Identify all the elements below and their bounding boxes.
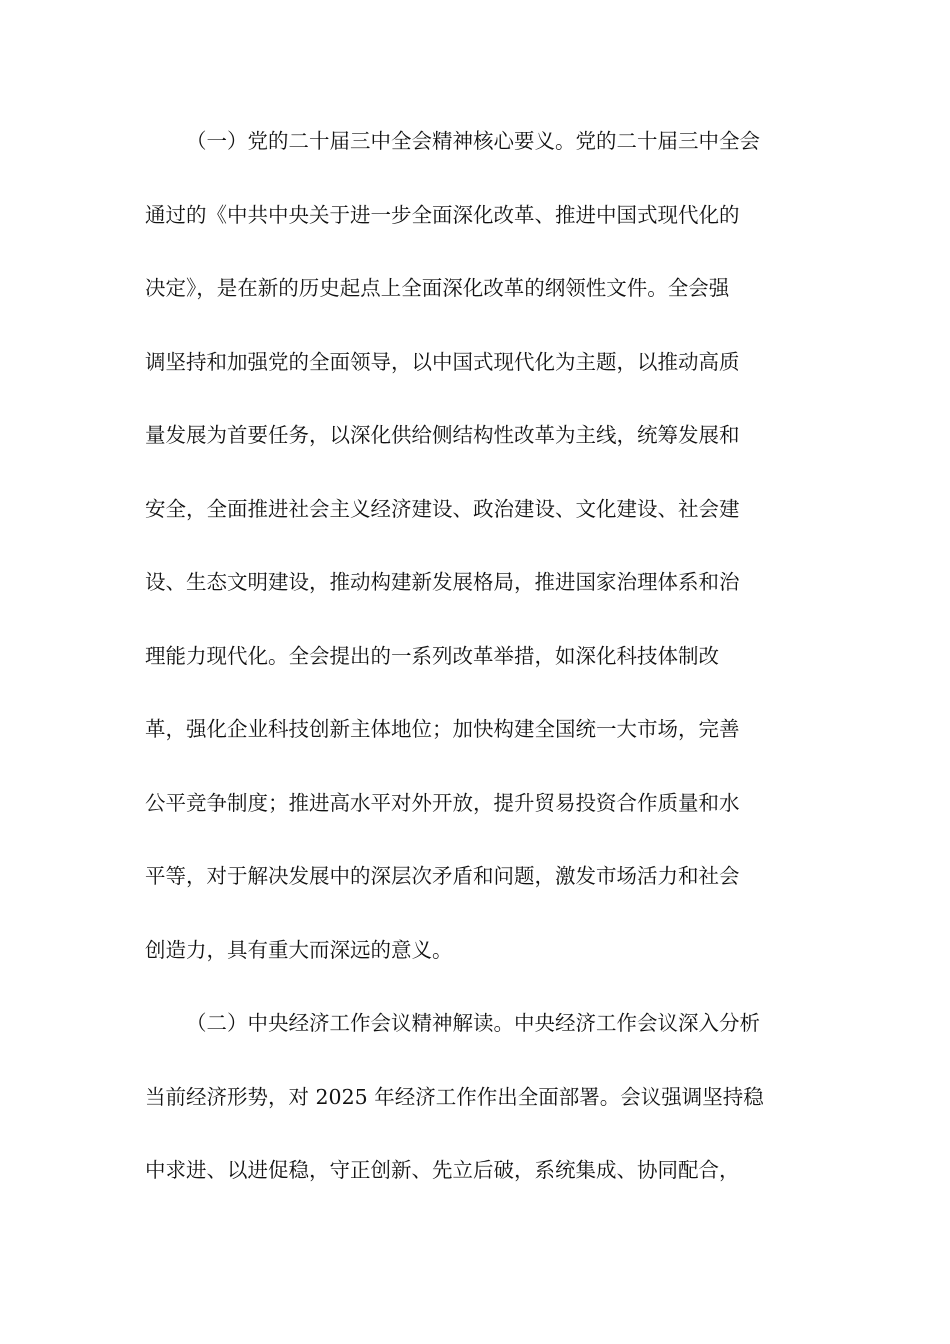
paragraph-1-line-12: 创造力，具有重大而深远的意义。	[145, 937, 453, 962]
paragraph-1-line-9: 革，强化企业科技创新主体地位；加快构建全国统一大市场，完善	[145, 717, 740, 741]
paragraph-2-line-2: 当前经济形势，对 2025 年经济工作作出全面部署。会议强调坚持稳	[145, 1084, 764, 1109]
paragraph-1-line-1: （一）党的二十届三中全会精神核心要义。党的二十届三中全会	[186, 129, 760, 153]
paragraph-1-line-8: 理能力现代化。全会提出的一系列改革举措，如深化科技体制改	[145, 643, 719, 668]
paragraph-1-line-2: 通过的《中共中央关于进一步全面深化改革、推进中国式现代化的	[145, 202, 740, 227]
paragraph-1-line-5: 量发展为首要任务，以深化供给侧结构性改革为主线，统筹发展和	[145, 423, 740, 447]
paragraph-1	[145, 105, 810, 987]
paragraph-2-line-1: （二）中央经济工作会议精神解读。中央经济工作会议深入分析	[186, 1011, 760, 1035]
paragraph-1-line-7: 设、生态文明建设，推动构建新发展格局，推进国家治理体系和治	[145, 570, 740, 594]
paragraph-2	[145, 987, 810, 1208]
paragraph-1-line-4: 调坚持和加强党的全面领导，以中国式现代化为主题，以推动高质	[145, 349, 740, 374]
paragraph-1-line-11: 平等，对于解决发展中的深层次矛盾和问题，激发市场活力和社会	[145, 864, 740, 888]
paragraph-1-line-6: 安全，全面推进社会主义经济建设、政治建设、文化建设、社会建	[145, 496, 740, 521]
paragraph-1-line-10: 公平竞争制度；推进高水平对外开放，提升贸易投资合作质量和水	[145, 790, 740, 815]
paragraph-2-line-3: 中求进、以进促稳，守正创新、先立后破，系统集成、协同配合，	[145, 1158, 740, 1182]
document-body	[145, 105, 810, 1208]
paragraph-1-line-3: 决定》，是在新的历史起点上全面深化改革的纲领性文件。全会强	[145, 276, 730, 300]
